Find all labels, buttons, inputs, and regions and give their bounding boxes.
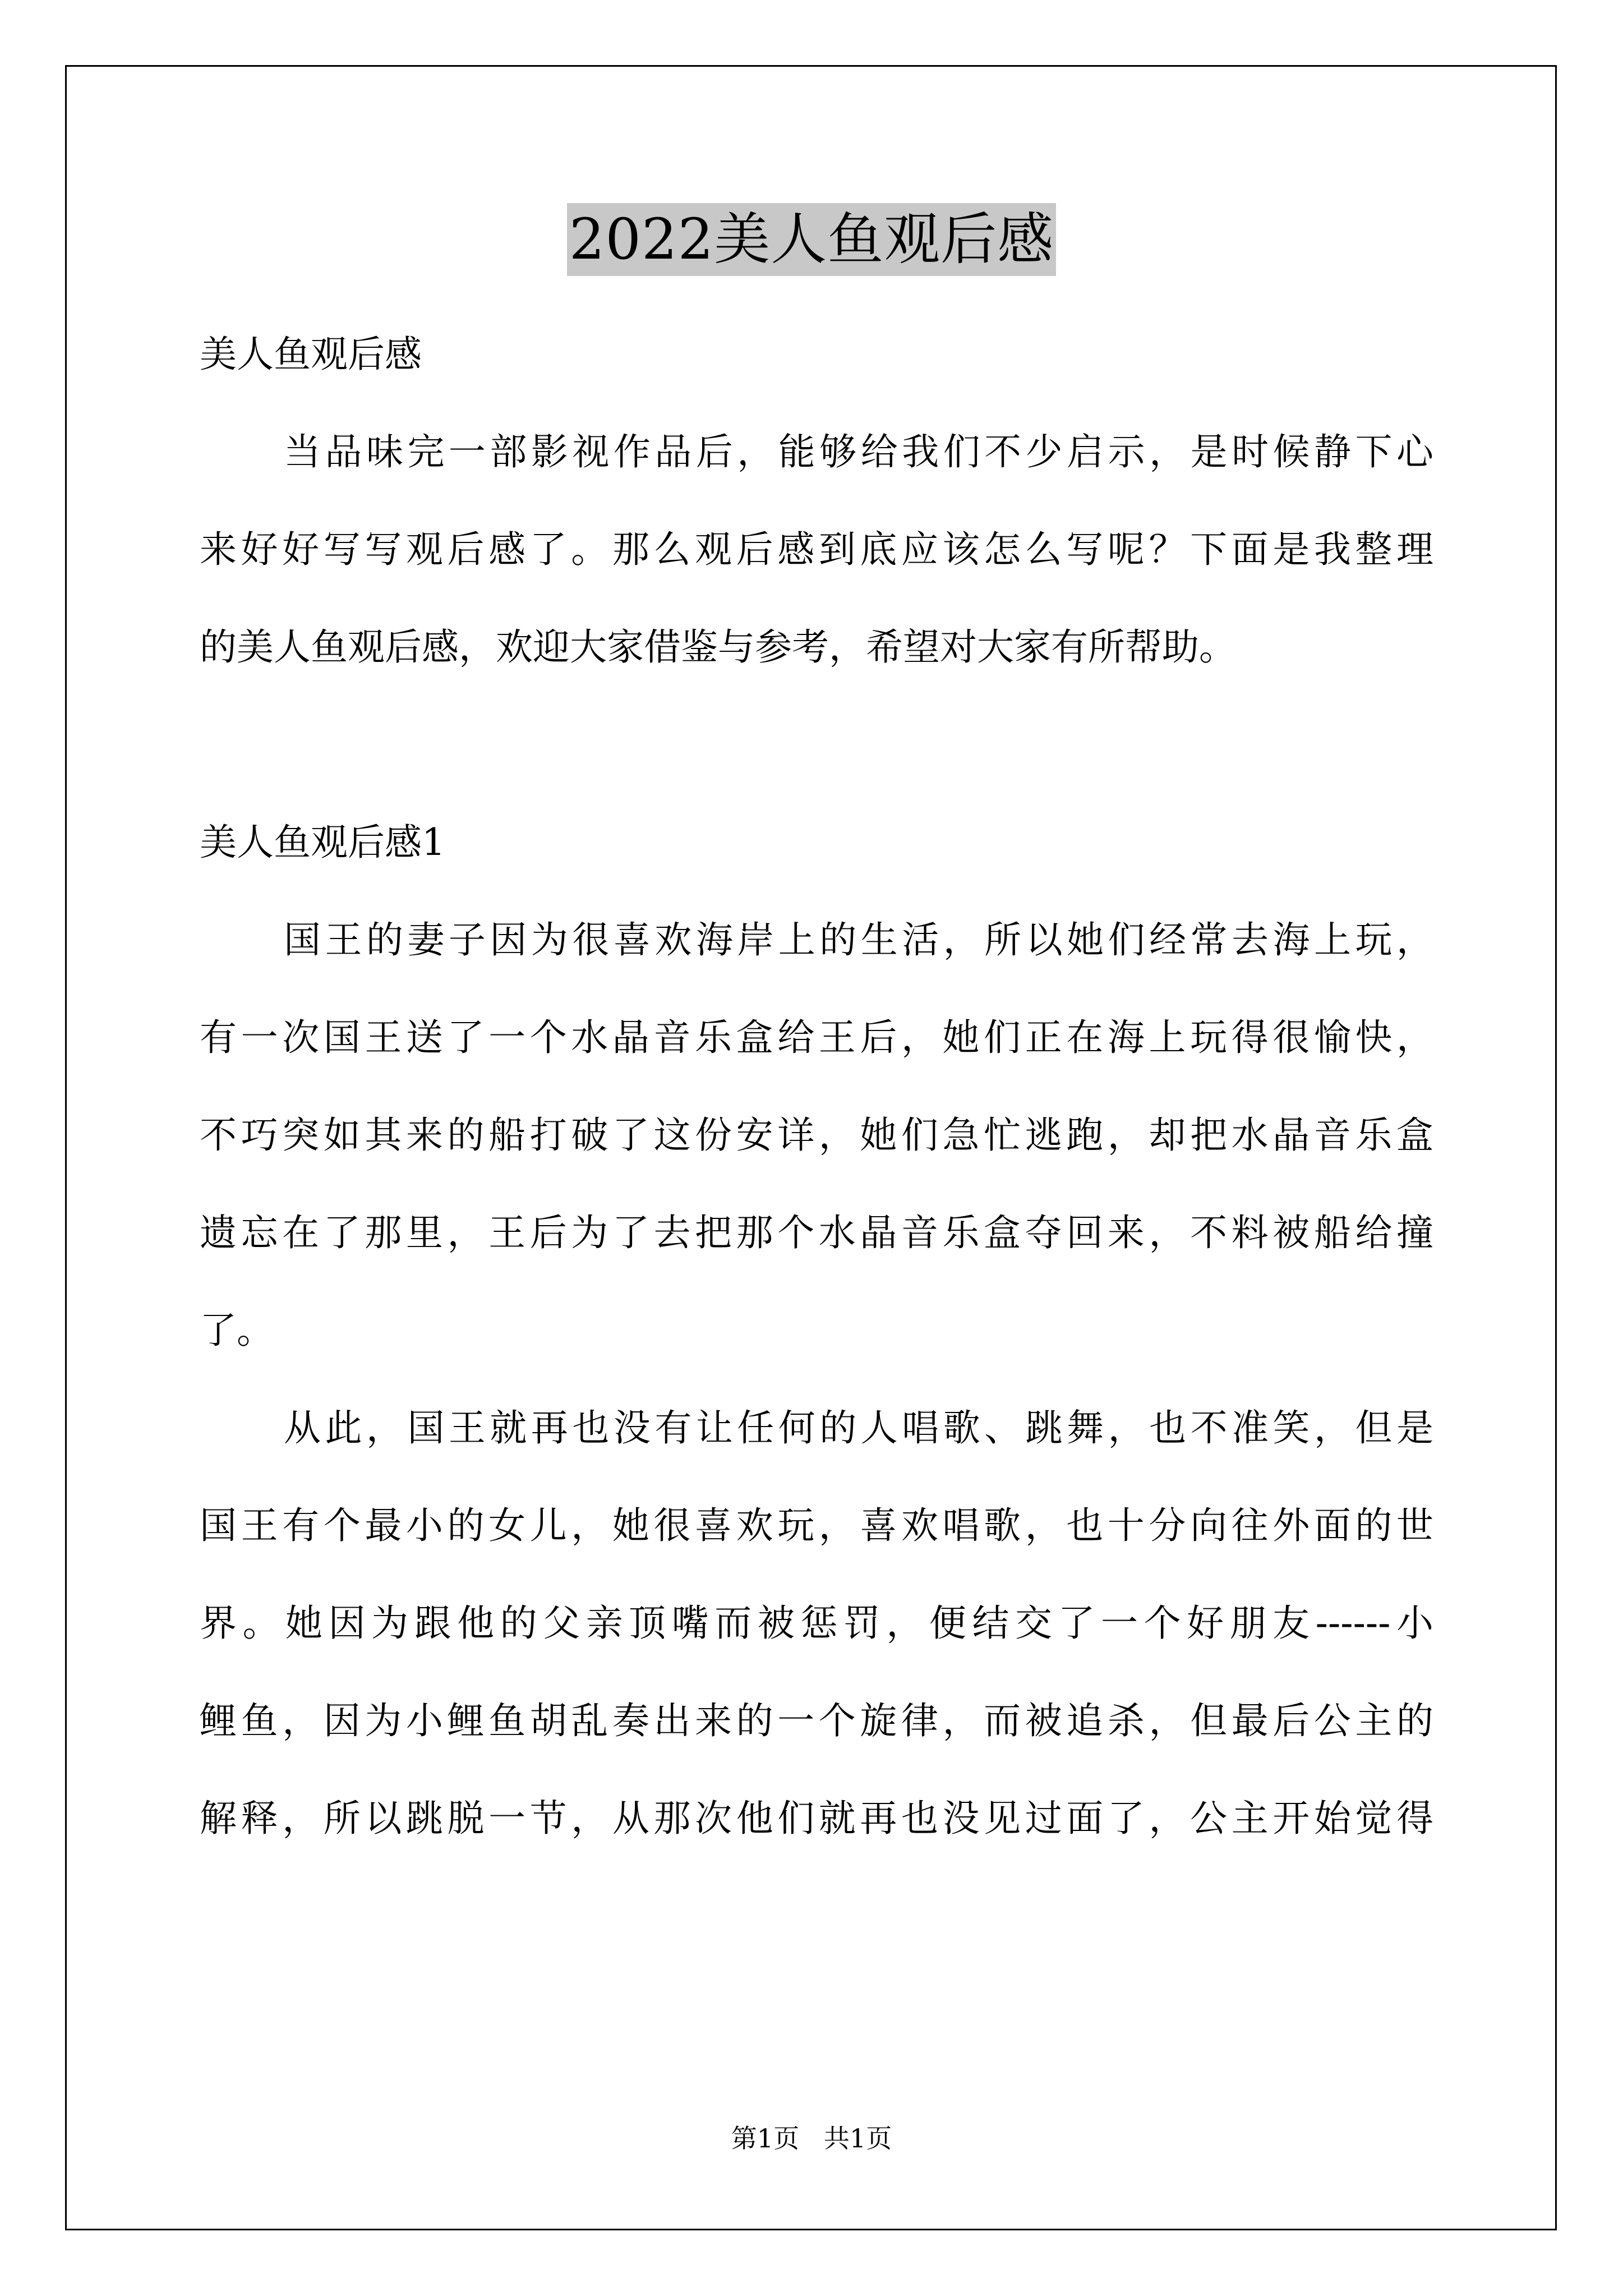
paragraph-2-line-1: 从此，国王就再也没有让任何的人唱歌、跳舞，也不准笑，但是 bbox=[284, 1406, 1433, 1450]
paragraph-1-line-1: 国王的妻子因为很喜欢海岸上的生活，所以她们经常去海上玩， bbox=[284, 918, 1433, 961]
document-body bbox=[200, 306, 1433, 1867]
paragraph-1-line-2: 有一次国王送了一个水晶音乐盒给王后，她们正在海上玩得很愉快， bbox=[200, 1016, 1433, 1059]
section-heading-1: 美人鱼观后感1 bbox=[200, 821, 445, 864]
paragraph-1-line-3: 不巧突如其来的船打破了这份安详，她们急忙逃跑，却把水晶音乐盒 bbox=[200, 1114, 1433, 1157]
paragraph-1-line-4: 遗忘在了那里，王后为了去把那个水晶音乐盒夺回来，不料被船给撞 bbox=[200, 1211, 1433, 1254]
intro-line-2: 来好好写写观后感了。那么观后感到底应该怎么写呢？下面是我整理 bbox=[200, 528, 1433, 571]
title-wrap bbox=[0, 203, 1623, 276]
paragraph-2-line-5: 解释，所以跳脱一节，从那次他们就再也没见过面了，公主开始觉得 bbox=[200, 1797, 1433, 1840]
blank-line bbox=[200, 696, 1433, 794]
page-footer: 第1页 共1页 bbox=[731, 2123, 892, 2154]
intro-line-3: 的美人鱼观后感，欢迎大家借鉴与参考，希望对大家有所帮助。 bbox=[200, 625, 1236, 669]
section-heading: 美人鱼观后感 bbox=[200, 333, 422, 376]
paragraph-2-line-4: 鲤鱼，因为小鲤鱼胡乱奏出来的一个旋律，而被追杀，但最后公主的 bbox=[200, 1699, 1433, 1742]
intro-line-1: 当品味完一部影视作品后，能够给我们不少启示，是时候静下心 bbox=[284, 430, 1433, 473]
document-title: 2022美人鱼观后感 bbox=[567, 203, 1057, 276]
paragraph-2-line-3: 界。她因为跟他的父亲顶嘴而被惩罚，便结交了一个好朋友------小 bbox=[200, 1602, 1433, 1645]
paragraph-2-line-2: 国王有个最小的女儿，她很喜欢玩，喜欢唱歌，也十分向往外面的世 bbox=[200, 1504, 1433, 1547]
paragraph-1-line-5: 了。 bbox=[200, 1309, 274, 1352]
